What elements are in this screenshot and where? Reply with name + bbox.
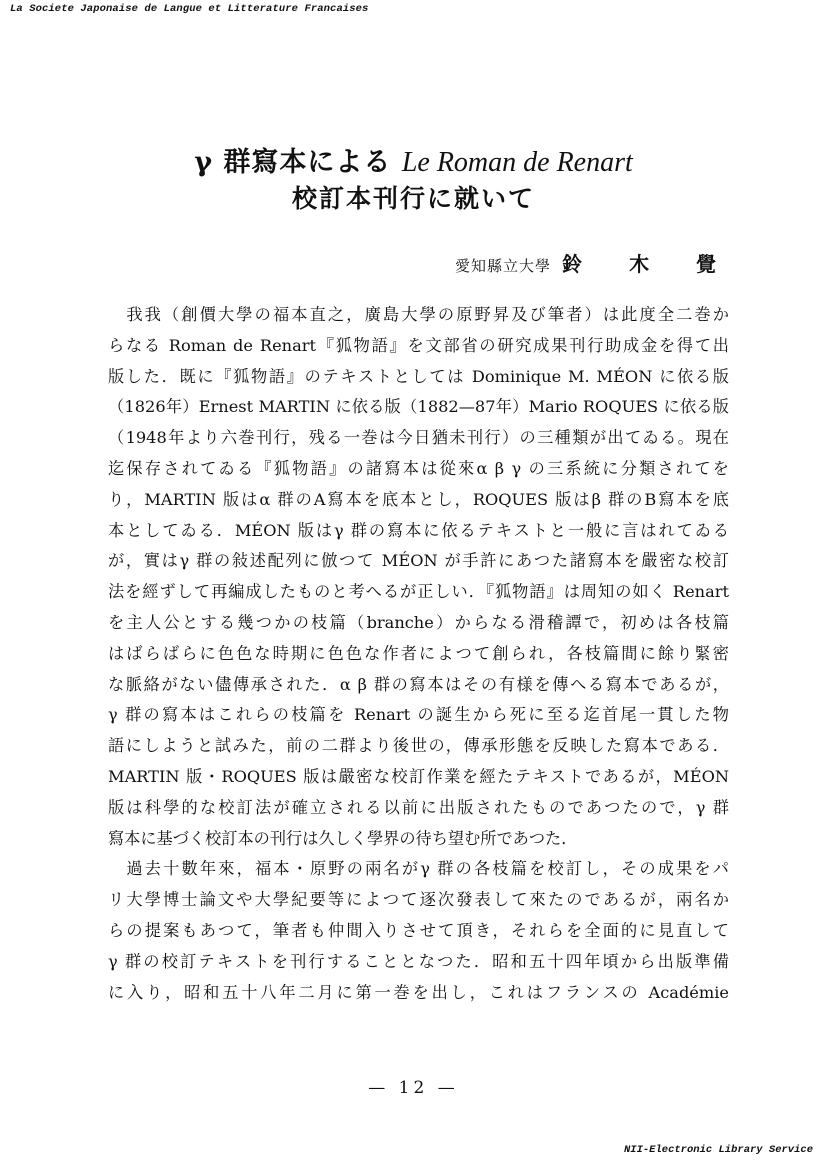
body-line: 語にしようと試みた，前の二群より後世の，傳承形態を反映した寫本である． xyxy=(108,736,729,756)
body-line: に入り，昭和五十八年二月に第一巻を出し，これはフランスの Académie xyxy=(108,982,729,1002)
body-line: γ 群の校訂テキストを刊行することとなつた．昭和五十四年頃から出版準備 xyxy=(108,951,729,971)
body-line: 寫本に基づく校訂本の刊行は久しく學界の待ち望む所であつた． xyxy=(108,828,578,848)
body-line: 過去十數年來，福本・原野の兩名がγ 群の各枝篇を校訂し，その成果をパ xyxy=(108,859,729,879)
title-latin: Le Roman de Renart xyxy=(401,147,633,178)
body-line: な脈絡がない儘傳承された．α β 群の寫本はその有様を傳へる寫本であるが， xyxy=(108,674,729,694)
body-line: 法を經ずして再編成したものと考へるが正しい．『狐物語』は周知の如く Renart xyxy=(108,582,729,602)
title-prefix: γ 群寫本による xyxy=(194,147,392,178)
body-line: らの提案もあつて，筆者も仲間入りさせて頂き，それらを全面的に見直して xyxy=(108,920,729,940)
article-title xyxy=(0,146,827,216)
title-line-1 xyxy=(0,146,827,180)
title-line-2: 校訂本刊行に就いて xyxy=(291,184,535,213)
body-line: リ大學博士論文や大學紀要等によつて逐次發表して來たのであるが，兩名か xyxy=(108,890,729,910)
body-line: り，MARTIN 版はα 群のA寫本を底本とし，ROQUES 版はβ 群のB寫本を底 xyxy=(108,489,729,509)
footer-service: NII-Electronic Library Service xyxy=(623,1144,813,1156)
body-line: MARTIN 版・ROQUES 版は嚴密な校訂作業を經たテキストであるが，MÉON xyxy=(108,766,729,786)
body-line: 版は科學的な校訂法が確立される以前に出版されたものであつたので，γ 群 xyxy=(108,797,729,817)
body-line: を主人公とする幾つかの枝篇（branche）からなる滑稽譚で，初めは各枝篇 xyxy=(108,612,729,632)
body-line: 我我（創價大學の福本直之，廣島大學の原野昇及び筆者）は此度全二巻か xyxy=(108,305,729,324)
page-number: — 12 — xyxy=(368,1078,459,1098)
body-text xyxy=(108,300,729,1008)
body-line: （1948年より六巻刊行，残る一巻は今日猶未刊行）の三種類が出てゐる。現在 xyxy=(108,428,729,448)
author-line xyxy=(455,248,736,277)
journal-header: La Societe Japonaise de Langue et Litterature Francaises xyxy=(10,3,369,15)
author-name: 鈴 木 覺 xyxy=(562,252,737,276)
body-line: 版した．既に『狐物語』のテキストとしては Dominique M. MÉON に依る版 xyxy=(108,366,729,386)
author-affiliation: 愛知縣立大學 xyxy=(455,257,552,275)
body-line: （1826年）Ernest MARTIN に依る版（1882—87年）Mario ROQUES に依る版 xyxy=(108,397,729,417)
body-line: 本としてゐる．MÉON 版はγ 群の寫本に依るテキストと一般に言はれてゐる xyxy=(108,520,729,540)
body-line: 迄保存されてゐる『狐物語』の諸寫本は從來α β γ の三系統に分類されてを xyxy=(108,458,729,478)
body-line: γ 群の寫本はこれらの枝篇を Renart の誕生から死に至る迄首尾一貫した物 xyxy=(108,705,729,725)
body-line: らなる Roman de Renart『狐物語』を文部省の研究成果刊行助成金を得て出 xyxy=(108,335,729,355)
body-line: はばらばらに色色な時期に色色な作者によつて創られ，各枝篇間に餘り緊密 xyxy=(108,643,729,663)
body-line: が，實はγ 群の敍述配列に倣つて MÉON が手許にあつた諸寫本を嚴密な校訂 xyxy=(108,551,729,571)
